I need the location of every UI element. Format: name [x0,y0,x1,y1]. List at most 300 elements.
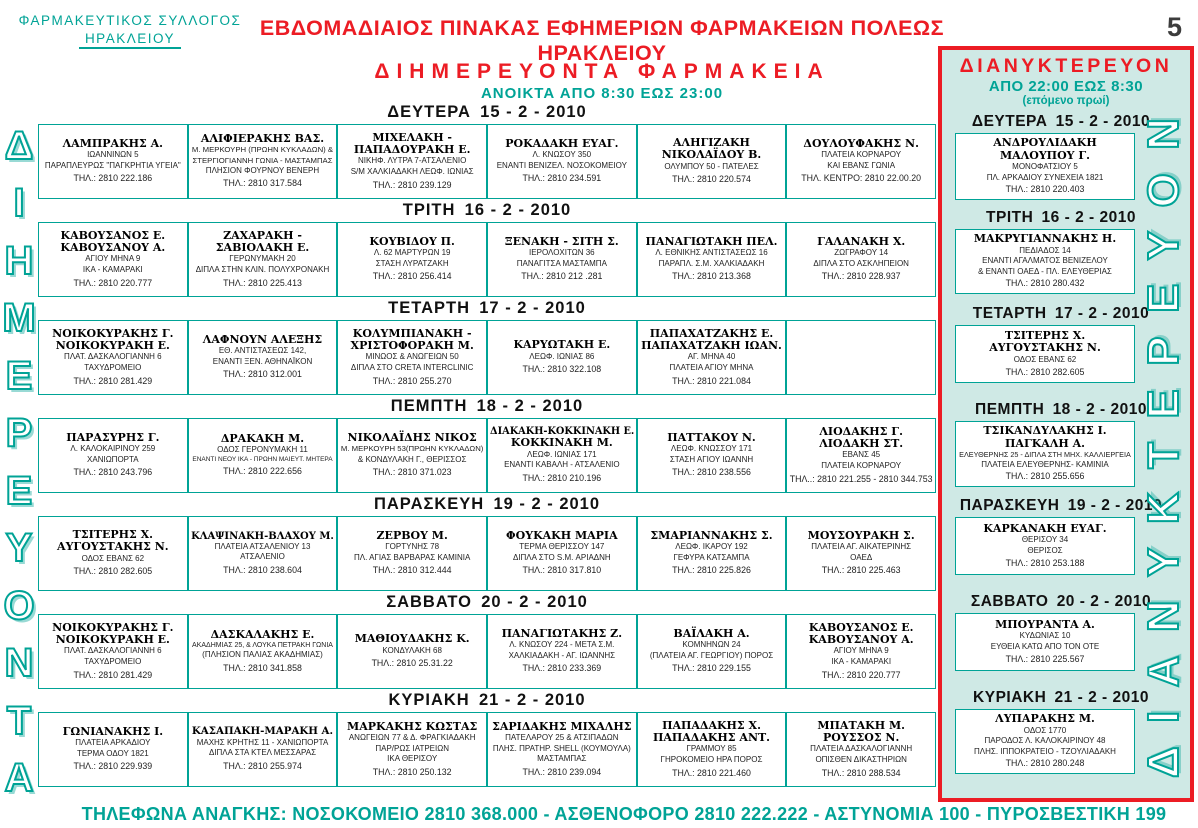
pharmacy-address-line: ΕΘ. ΑΝΤΙΣΤΑΣΕΩΣ 142, [218,346,307,356]
pharmacy-name: ΜΠΑΤΑΚΗ Μ. [817,718,905,732]
pharmacy-address-line: ΠΑΡΑΠΛ. Σ.Μ. ΧΑΛΚΙΑΔΑΚΗ [658,258,765,268]
pharmacy-card [188,222,338,297]
pharmacy-address-line: ΠΑΡΑΠΛΕΥΡΩΣ "ΠΑΓΚΡΗΤΙΑ ΥΓΕΙΑ" [44,160,181,170]
pharmacy-name: ΝΟΙΚΟΚΥΡΑΚΗΣ Γ. [52,326,174,340]
pharmacy-phone: ΤΗΛ.: 2810 238.556 [672,467,751,478]
night-pharmacy-card [955,709,1135,774]
page-title: ΕΒΔΟΜΑΔΙΑΙΟΣ ΠΙΝΑΚΑΣ ΕΦΗΜΕΡΙΩΝ ΦΑΡΜΑΚΕΙΩΝ ΠΟΛΕΩΣ ΗΡΑΚΛΕΙΟΥ [259,16,945,65]
pharmacy-address-line: ΓΟΡΤΥΝΗΣ 78 [385,542,440,552]
pharmacy-card [188,320,338,395]
pharmacy-name: ΚΑΒΟΥΣΑΝΟΥ Α. [60,241,166,255]
pharmacy-phone: ΤΗΛ.: 2810 282.605 [73,566,153,577]
pharmacy-card [637,614,787,689]
pharmacy-address-line: Λ. 62 ΜΑΡΤΥΡΩΝ 19 [373,248,451,258]
pharmacy-card [188,614,338,689]
pharmacy-phone: ΤΗΛ.: 2810 238.604 [223,564,302,575]
pharmacy-address-line: ΧΑΝΙΩΠΟΡΤΑ [87,454,139,464]
night-day-date-header: ΣΑΒΒΑΤΟ 20 - 2 - 2010 [970,593,1152,610]
pharmacy-address-line: ΙΩΑΝΝΙΝΩΝ 5 [87,150,139,160]
day-section-ΣΑΒΒΑΤΟ [38,593,936,691]
pharmacy-phone: ΤΗΛ.: 2810 220.403 [1005,184,1085,195]
banner-letter: Ε [5,353,33,398]
pharmacy-name: ΔΟΥΛΟΥΦΑΚΗΣ Ν. [803,136,919,150]
pharmacy-card [786,712,936,787]
pharmacy-address-line: ΠΛΑΤΕΙΑ ΚΟΡΝΑΡΟΥ [821,461,902,470]
pharmacy-address-line: Μ. ΜΕΡΚΟΥΡΗ (ΠΡΩΗΝ ΚΥΚΛΑΔΩΝ) & [191,145,334,155]
emergency-phones: ΤΗΛΕΦΩΝΑ ΑΝΑΓΚΗΣ: ΝΟΣΟΚΟΜΕΙΟ 2810 368.000 - ΑΣΘΕΝΟΦΟΡΟ 2810 222.222 - ΑΣΤΥΝΟΜΙΑ 100 - ΠΥΡΟΣΒΕΣΤΙΚΗ 199 [81,804,1167,824]
pharmacy-name: ΝΟΙΚΟΚΥΡΑΚΗ Ε. [55,339,170,353]
pharmacy-address-line: ΙΕΡΟΛΟΧΙΤΩΝ 36 [529,248,595,258]
pharmacy-name: ΝΙΚΟΛΑΪΔΟΥ Β. [661,148,762,162]
pharmacy-address-line: ΙΚΑ - ΚΑΜΑΡΑΚΙ [831,657,892,666]
pharmacy-address-line: ΛΕΩΦ. ΙΩΝΙΑΣ 86 [529,351,595,361]
pharmacy-card [786,516,936,591]
pharmacy-name: ΝΟΙΚΟΚΥΡΑΚΗ Ε. [55,633,170,647]
pharmacy-card [337,320,487,395]
pharmacy-phone: ΤΗΛ.: 2810 341.858 [223,662,302,673]
pharmacy-address-line: ΟΔΟΣ ΕΒΑΝΣ 62 [81,553,145,563]
pharmacy-name: ΠΑΠΑΔΑΚΗΣ ΑΝΤ. [652,731,771,745]
pharmacy-address-line: Λ. ΚΑΛΟΚΑΙΡΙΝΟΥ 259 [70,444,156,454]
banner-letter: Υ [5,526,33,571]
pharmacy-address-line: ΠΛΑΤΕΙΑ ΕΛΕΥΘΕΡΝΗΣ- ΚΑΜΙΝΙΑ [981,459,1109,469]
pharmacy-address-line: ΚΟΝΔΥΛΑΚΗ 68 [382,645,442,655]
pharmacy-card [487,222,637,297]
pharmacy-name: ΛΑΜΠΡΑΚΗΣ Α. [62,136,164,150]
pharmacy-address-line: & ΚΟΝΔΥΛΑΚΗ Γ., ΘΕΡΙΣΣΟΣ [357,454,467,464]
pharmacy-card [786,320,936,395]
pharmacy-phone: ΤΗΛ.: 2810 221.084 [672,375,751,386]
pharmacy-card [337,614,487,689]
pharmacy-name: ΓΩΝΙΑΝΑΚΗΣ Ι. [62,724,164,738]
pharmacy-phone: ΤΗΛ.: 2810 281.429 [73,669,153,680]
pharmacy-card [786,124,936,199]
night-day-ΣΑΒΒΑΤΟ [942,593,1190,689]
pharmacy-phone: ΤΗΛ.: 2810 225.567 [1005,653,1085,664]
pharmacy-address-line: ΠΛΑΤΕΙΑ ΑΓ. ΑΙΚΑΤΕΡΙΝΗΣ [811,542,912,552]
day-date-header: ΔΕΥΤΕΡΑ 15 - 2 - 2010 [387,103,587,121]
pharmacy-card [637,516,787,591]
pharmacy-phone: ΤΗΛ.: 2810 280.432 [1005,278,1085,289]
pharmacy-address-line: ΔΙΠΛΑ ΣΤΗΝ ΚΛΙΝ. ΠΟΛΥΧΡΟΝΑΚΗ [195,265,330,274]
pharmacy-phone: ΤΗΛ.: 2810 210.196 [522,472,602,483]
pharmacy-phone: ΤΗΛ.: 2810 233.369 [522,663,602,674]
vertical-banner-day-duty [0,126,38,798]
pharmacy-name: ΑΥΓΟΥΣΤΑΚΗΣ Ν. [57,540,169,554]
pharmacy-address-line: ΟΔΟΣ ΕΒΑΝΣ 62 [1013,355,1077,365]
pharmacy-card [38,614,188,689]
pharmacy-address-line: ΕΝΑΝΤΙ ΑΓΑΛΜΑΤΟΣ ΒΕΝΙΖΕΛΟΥ [982,256,1108,266]
banner-letter: Μ [2,296,36,341]
pharmacy-name: ΛΥΠΑΡΑΚΗΣ Μ. [995,712,1095,725]
pharmacy-card [637,222,787,297]
pharmacy-address-line: (ΠΛΑΤΕΙΑ ΑΓ. ΓΕΩΡΓΙΟΥ) ΠΟΡΟΣ [649,650,774,660]
pharmacy-address-line: ΓΕΡΩΝΥΜΑΚΗ 20 [229,254,296,264]
night-pharmacy-card [955,613,1135,671]
pharmacy-name: ΑΛΙΦΙΕΡΑΚΗΣ ΒΑΣ. [200,132,325,146]
pharmacy-card [188,712,338,787]
night-pharmacy-card [955,517,1135,575]
pharmacy-name: ΝΟΙΚΟΚΥΡΑΚΗΣ Γ. [52,620,174,634]
pharmacy-address-line: ΚΥΔΩΝΙΑΣ 10 [1019,631,1071,641]
pharmacy-name: ΑΥΓΟΥΣΤΑΚΗΣ Ν. [989,341,1101,355]
pharmacy-address-line: ΠΑΡ/ΡΩΣ ΙΑΤΡΕΙΩΝ [375,743,449,753]
pharmacy-name: ΚΑΡΥΩΤΑΚΗ Ε. [513,338,611,352]
pharmacy-address-line: ΕΝΑΝΤΙ ΚΑΒΑΛΗ - ΑΤΣΑΛΕΝΙΟ [504,460,620,470]
pharmacy-address-line: ΓΡΑΜΜΟΥ 85 [686,744,737,754]
day-section-ΚΥΡΙΑΚΗ [38,691,936,789]
pharmacy-name: ΝΙΚΟΛΑΪΔΗΣ ΝΙΚΟΣ [347,431,477,445]
night-day-ΔΕΥΤΕΡΑ [942,113,1190,209]
night-section-hours: ΑΠΟ 22:00 ΕΩΣ 8:30 [988,78,1144,95]
pharmacy-phone: ΤΗΛ.: 2810 255.974 [223,760,302,771]
pharmacy-address-line: ΕΛΕΥΘΕΡΝΗΣ 25 - ΔΙΠΛΑ ΣΤΗ ΜΗΧ. ΚΑΛΛΙΕΡΓΕΙΑ [959,450,1131,460]
pharmacy-name: ΚΑΒΟΥΣΑΝΟΣ Ε. [60,228,166,242]
pharmacy-phone: ΤΗΛ.: 2810 222.186 [73,173,153,184]
pharmacy-name: ΠΑΡΑΣΥΡΗΣ Γ. [66,430,160,444]
pharmacy-address-line: Λ. ΚΝΩΣΟΥ 224 - ΜΕΤΑ Σ.Μ. [509,640,615,650]
pharmacy-phone: ΤΗΛ.: 2810 225.413 [223,277,302,288]
pharmacy-address-line: ΑΝΩΓΕΙΩΝ 77 & Δ. ΦΡΑΓΚΙΑΔΑΚΗ [348,733,476,743]
banner-letter: Ι [1139,710,1188,723]
pharmacy-name: ΖΕΡΒΟΥ Μ. [376,528,448,542]
pharmacy-phone: ΤΗΛ.: 2810 281.429 [73,375,153,386]
pharmacy-name: ΓΑΛΑΝΑΚΗ Χ. [817,234,906,248]
pharmacy-card [487,614,637,689]
pharmacy-phone: ΤΗΛ.: 2810 222.656 [223,466,302,477]
banner-letter: Τ [6,698,32,743]
pharmacy-address-line: ΠΛΗΣ. ΙΠΠΟΚΡΑΤΕΙΟ - ΤΖΟΥΛΙΑΔΑΚΗ [974,746,1116,756]
pharmacy-name: ΦΟΥΚΑΚΗ ΜΑΡΙΑ [506,528,618,542]
pharmacy-address-line: ΠΛΑΤΕΙΑ ΚΟΡΝΑΡΟΥ [821,150,902,160]
pharmacy-phone: ΤΗΛ..: 2810 221.255 - 2810 344.753 [789,473,933,484]
pharmacy-address-line: ΠΛΑΤ. ΔΑΣΚΑΛΟΓΙΑΝΝΗ 6 [64,646,162,656]
pharmacy-card [188,516,338,591]
pharmacy-name: ΜΟΥΣΟΥΡΑΚΗ Σ. [807,528,915,542]
night-pharmacy-card [955,325,1135,383]
pharmacy-address-line: ΔΙΠΛΑ ΣΤΑ ΚΤΕΛ ΜΕΣΣΑΡΑΣ [208,748,317,758]
pharmacy-phone: ΤΗΛ.: 2810 229.939 [73,761,153,772]
pharmacy-address-line: (ΠΛΗΣΙΟΝ ΠΑΛΙΑΣ ΑΚΑΔΗΜΙΑΣ) [202,650,323,660]
banner-letter: Δ [4,124,34,168]
pharmacy-name: ΠΑΠΑΔΑΚΗΣ Χ. [662,718,761,732]
pharmacy-name: ΔΑΣΚΑΛΑΚΗΣ Ε. [210,627,315,641]
pharmacy-phone: ΤΗΛ.: 2810 220.777 [73,277,153,288]
pharmacy-address-line: ΤΕΡΜΑ ΘΕΡΙΣΣΟΥ 147 [519,542,605,552]
pharmacy-card [786,418,936,493]
pharmacy-address-line: ΑΓ. ΜΗΝΑ 40 [687,352,736,362]
pharmacy-phone: ΤΗΛ.: 2810 220.574 [672,174,751,185]
pharmacy-card [38,516,188,591]
pharmacy-address-line: ΑΚΑΔΗΜΙΑΣ 25, & ΛΟΥΚΑ ΠΕΤΡΑΚΗ ΓΩΝΙΑ [192,641,333,649]
night-section-title: ΔΙΑΝΥΚΤΕΡΕΥΟΝ [959,55,1173,77]
day-section-ΔΕΥΤΕΡΑ [38,103,936,201]
day-date-header: ΠΕΜΠΤΗ 18 - 2 - 2010 [390,397,584,415]
pharmacy-name: ΚΟΚΚΙΝΑΚΗ Μ. [510,436,613,450]
pharmacy-address-line: ΕΝΑΝΤΙ ΞΕΝ. ΑΘΗΝΑΪΚΟΝ [212,356,313,366]
banner-letter: Ν [1139,600,1188,633]
day-date-header: ΤΕΤΑΡΤΗ 17 - 2 - 2010 [388,299,586,317]
pharmacy-address-line: ΤΑΧΥΔΡΟΜΕΙΟ [84,657,142,666]
pharmacy-name: ΜΑΘΙΟΥΔΑΚΗΣ Κ. [354,632,470,646]
pharmacy-card [337,124,487,199]
org-name-line1: ΦΑΡΜΑΚΕΥΤΙΚΟΣ ΣΥΛΛΟΓΟΣ [18,13,242,28]
pharmacy-name: ΜΙΧΕΛΑΚΗ - [372,130,452,144]
pharmacy-card [487,124,637,199]
pharmacy-address-line: ΚΟΜΝΗΝΩΝ 24 [682,640,741,650]
night-section-hours-note: (επόμενο πρωί) [1022,95,1110,107]
pharmacy-address-line: ΜΑΧΗΣ ΚΡΗΤΗΣ 11 - ΧΑΝΙΩΠΟΡΤΑ [196,737,329,747]
pharmacy-row [38,124,936,199]
pharmacy-address-line: ΟΛΥΜΠΟΥ 50 - ΠΑΤΕΛΕΣ [664,161,759,171]
banner-letter: Ρ [5,411,33,456]
night-day-ΤΕΤΑΡΤΗ [942,305,1190,401]
pharmacy-card [637,712,787,787]
pharmacy-phone: ΤΗΛ.: 2810 239.094 [522,766,602,777]
day-section-hours: ΑΝΟΙΚΤΑ ΑΠΟ 8:30 ΕΩΣ 23:00 [480,85,724,102]
pharmacy-address-line: ΕΝΑΝΤΙ ΒΕΝΙΖΕΛ. ΝΟΣΟΚΟΜΕΙΟΥ [496,160,627,170]
pharmacy-card [38,712,188,787]
day-section-title: ΔΙΗΜΕΡΕΥΟΝΤΑ ΦΑΡΜΑΚΕΙΑ [374,60,830,83]
pharmacy-address-line: ΙΚΑ ΘΕΡΙΣΟΥ [387,754,438,764]
pharmacy-address-line: ΠΕΔΙΑΔΟΣ 14 [1019,245,1071,255]
pharmacy-address-line: ΑΓΙΟΥ ΜΗΝΑ 9 [85,254,141,264]
pharmacy-phone: ΤΗΛ.: 2810 220.777 [821,669,901,680]
pharmacy-card [487,418,637,493]
pharmacy-name: ΠΑΝΑΓΙΩΤΑΚΗ ΠΕΛ. [645,234,778,248]
night-day-date-header: ΠΑΡΑΣΚΕΥΗ 19 - 2 - 2010 [959,497,1163,514]
pharmacy-card [38,320,188,395]
pharmacy-card [337,418,487,493]
pharmacy-address-line: ΔΙΠΛΑ ΣΤΟ ΑΣΚΛΗΠΕΙΟΝ [813,258,909,268]
pharmacy-phone: ΤΗΛ.: 2810 212 .281 [521,271,603,282]
pharmacy-card [637,320,787,395]
pharmacy-row [38,516,936,591]
day-date-header: ΣΑΒΒΑΤΟ 20 - 2 - 2010 [386,593,588,611]
pharmacy-address-line: ΠΛΑΤΕΙΑ ΑΤΣΑΛΕΝΙΟΥ 13 [214,541,311,551]
pharmacy-name: ΠΑΝΑΓΙΩΤΑΚΗΣ Ζ. [501,626,623,640]
pharmacy-name: ΜΑΡΚΑΚΗΣ ΚΩΣΤΑΣ [347,719,478,733]
night-pharmacy-card [955,421,1135,487]
pharmacy-address-line: ΠΛΗΣΙΟΝ ΦΟΥΡΝΟΥ ΒΕΝΕΡΗ [205,165,320,175]
pharmacy-phone: ΤΗΛ.: 2810 317.810 [522,565,602,576]
night-day-date-header: ΤΡΙΤΗ 16 - 2 - 2010 [986,209,1136,226]
org-name-line2: ΗΡΑΚΛΕΙΟΥ [14,30,246,48]
pharmacy-address-line: ΑΓΙΟΥ ΜΗΝΑ 9 [833,646,889,656]
pharmacy-phone: ΤΗΛ.: 2810 239.129 [372,179,452,190]
pharmacy-phone: ΤΗΛ.: 2810 243.796 [73,467,153,478]
pharmacy-row [38,222,936,297]
day-date-header: ΚΥΡΙΑΚΗ 21 - 2 - 2010 [388,691,586,709]
pharmacy-address-line: ΜΙΝΩΟΣ & ΑΝΩΓΕΙΩΝ 50 [365,352,459,362]
pharmacy-name: ΠΑΤΤΑΚΟΥ Ν. [667,430,756,444]
banner-letter: Υ [1139,547,1188,577]
pharmacy-address-line: ΣΤΑΣΗ ΛΥΡΑΤΖΑΚΗ [375,258,449,268]
pharmacy-address-line: ΘΕΡΙΣΟΥ 34 [1021,535,1069,545]
pharmacy-address-line: & ΕΝΑΝΤΙ ΟΑΕΔ - ΠΛ. ΕΛΕΥΘΕΡΙΑΣ [978,266,1112,276]
banner-letter: Ν [4,641,34,686]
pharmacy-phone: ΤΗΛ.: 2810 280.248 [1005,758,1085,769]
pharmacy-name: ΡΟΥΣΣΟΣ Ν. [822,731,900,745]
pharmacy-address-line: ΠΛΑΤ. ΔΑΣΚΑΛΟΓΙΑΝΝΗ 6 [64,352,162,362]
pharmacy-phone: ΤΗΛ.: 2810 322.108 [522,364,602,375]
pharmacy-address-line: ΚΑΙ ΕΒΑΝΣ ΓΩΝΙΑ [827,160,896,170]
night-day-date-header: ΚΥΡΙΑΚΗ 21 - 2 - 2010 [973,689,1149,706]
pharmacy-name: ΜΑΚΡΥΓΙΑΝΝΑΚΗΣ Η. [973,232,1117,245]
pharmacy-card [337,516,487,591]
pharmacy-name: ΚΟΛΥΜΠΙΑΝΑΚΗ - [352,326,472,340]
pharmacy-name: ΣΑΒΙΟΛΑΚΗ Ε. [215,241,310,255]
pharmacy-address-line: ΓΕΦΥΡΑ ΚΑΤΣΑΜΠΑ [673,552,750,562]
pharmacy-address-line: ΠΑΤΕΛΑΡΟΥ 25 & ΑΤΣΙΠΑΔΩΝ [505,733,619,743]
night-day-ΚΥΡΙΑΚΗ [942,689,1190,785]
banner-letter: Ε [1139,283,1188,314]
pharmacy-name: ΧΡΙΣΤΟΦΟΡΑΚΗ Μ. [350,339,474,353]
banner-letter: Ρ [1139,336,1188,366]
night-pharmacy-card [955,133,1135,200]
pharmacy-phone: ΤΗΛ.: 2810 288.534 [821,767,901,778]
pharmacy-name: ΠΑΓΚΑΛΗ Α. [1005,436,1085,450]
banner-letter: Α [4,755,34,800]
org-name [14,12,246,48]
pharmacy-phone: ΤΗΛ.: 2810 255.270 [372,375,452,386]
pharmacy-name: ΡΟΚΑΔΑΚΗ ΕΥΑΓ. [505,136,619,150]
pharmacy-address-line: ΜΟΝΟΦΑΤΣΙΟΥ 5 [1012,162,1078,172]
pharmacy-address-line: ΠΛ. ΑΡΚΑΔΙΟΥ ΣΥΝΕΧΕΙΑ 1821 [986,172,1104,182]
day-section-header [252,60,952,102]
pharmacy-address-line: ΝΙΚΗΦ. ΛΥΤΡΑ 7-ΑΤΣΑΛΕΝΙΟ [358,156,467,166]
night-duty-panel [938,46,1194,802]
pharmacy-name: ΚΑΣΑΠΑΚΗ-ΜΑΡΑΚΗ Α. [191,725,334,738]
pharmacy-address-line: ΔΙΠΛΑ ΣΤΟ CRETA INTERCLINIC [350,363,474,372]
night-pharmacy-card [955,229,1135,294]
pharmacy-card [487,516,637,591]
pharmacy-address-line: Λ. ΚΝΩΣΟΥ 350 [532,150,592,160]
pharmacy-address-line: ΔΙΠΛΑ ΣΤΟ S.M. ΑΡΙΑΔΝΗ [512,552,611,562]
pharmacy-card [786,222,936,297]
pharmacy-address-line: ΕΝΑΝΤΙ ΝΕΟΥ ΙΚΑ - ΠΡΩΗΝ ΜΑΙΕΥΤ. ΜΗΤΕΡΑ [192,455,333,463]
banner-letter: Κ [1139,492,1188,525]
night-day-date-header: ΔΕΥΤΕΡΑ 15 - 2 - 2010 [971,113,1151,130]
pharmacy-name: ΤΣΙΤΕΡΗΣ Χ. [72,528,153,542]
pharmacy-address-line: ΟΠΙΣΘΕΝ ΔΙΚΑΣΤΗΡΙΩΝ [815,755,907,764]
pharmacy-phone: ΤΗΛ.: 2810 256.414 [372,271,452,282]
pharmacy-address-line: ΓΗΡΟΚΟΜΕΙΟ ΗΡΑ ΠΟΡΟΣ [660,755,763,764]
pharmacy-card [188,418,338,493]
pharmacy-phone: ΤΗΛ.: 2810 255.656 [1005,471,1085,482]
pharmacy-address-line: ΣΤΑΣΗ ΑΓΙΟΥ ΙΩΑΝΝΗ [669,454,754,464]
banner-letter: Ο [3,583,35,628]
pharmacy-row [38,418,936,493]
pharmacy-address-line: ΠΑΡΟΔΟΣ Λ. ΚΑΛΟΚΑΙΡΙΝΟΥ 48 [984,736,1106,746]
pharmacy-name: ΤΣΙΚΑΝΔΥΛΑΚΗΣ Ι. [983,424,1107,437]
night-day-ΤΡΙΤΗ [942,209,1190,305]
banner-letter: Δ [1139,746,1188,778]
pharmacy-address-line: ΕΥΘΕΙΑ ΚΑΤΩ ΑΠΟ ΤΟΝ ΟΤΕ [990,642,1100,652]
night-day-ΠΕΜΠΤΗ [942,401,1190,497]
pharmacy-address-line: ΑΤΣΑΛΕΝΙΟ [240,552,285,562]
pharmacy-card [188,124,338,199]
pharmacy-phone: ΤΗΛ.: 2810 253.188 [1005,557,1085,568]
night-day-date-header: ΤΕΤΑΡΤΗ 17 - 2 - 2010 [972,305,1150,322]
pharmacy-card [38,124,188,199]
pharmacy-phone: ΤΗΛ.: 2810 250.132 [372,766,452,777]
pharmacy-name: ΚΑΒΟΥΣΑΝΟΣ Ε. [808,620,914,634]
day-date-header: ΠΑΡΑΣΚΕΥΗ 19 - 2 - 2010 [373,495,601,513]
pharmacy-name: ΤΣΙΤΕΡΗΣ Χ. [1004,328,1086,342]
day-section-ΠΕΜΠΤΗ [38,397,936,495]
pharmacy-card [38,418,188,493]
pharmacy-card [637,124,787,199]
pharmacy-address-line: S/M ΧΑΛΚΙΑΔΑΚΗ ΛΕΩΦ. ΙΩΝΙΑΣ [350,167,474,176]
pharmacy-address-line: ΠΛΑΤΕΙΑ ΔΑΣΚΑΛΟΓΙΑΝΝΗ [810,744,913,754]
pharmacy-address-line: Μ. ΜΕΡΚΟΥΡΗ 53(ΠΡΩΗΝ ΚΥΚΛΑΔΩΝ) [340,444,484,454]
pharmacy-phone: ΤΗΛ.: 2810 221.460 [672,767,751,778]
pharmacy-row [38,614,936,689]
pharmacy-name: ΠΑΠΑΧΑΤΖΑΚΗ ΙΩΑΝ. [641,339,782,353]
day-section-ΤΕΤΑΡΤΗ [38,299,936,397]
pharmacy-address-line: ΖΩΓΡΑΦΟΥ 14 [834,248,889,258]
pharmacy-name: ΣΜΑΡΙΑΝΝΑΚΗΣ Σ. [650,528,773,542]
night-duty-list [942,113,1190,785]
pharmacy-card [637,418,787,493]
pharmacy-name: ΒΑΪΛΑΚΗ Α. [673,626,750,640]
banner-letter: Ο [1139,173,1188,208]
pharmacy-address-line: ΛΕΩΦ. ΙΚΑΡΟΥ 192 [675,542,748,552]
pharmacy-address-line: ΟΑΕΔ [850,552,873,562]
pharmacy-phone: ΤΗΛ.: 2810 371.023 [372,467,452,478]
pharmacy-name: ΑΝΔΡΟΥΛΙΔΑΚΗ [993,136,1097,149]
pharmacy-address-line: ΛΕΩΦ. ΙΩΝΙΑΣ 171 [527,449,597,459]
pharmacy-name: ΔΡΑΚΑΚΗ Μ. [220,431,305,445]
pharmacy-name: ΠΑΠΑΔΟΥΡΑΚΗ Ε. [353,143,471,157]
pharmacy-name: ΜΠΟΥΡΑΝΤΑ Α. [995,617,1095,631]
pharmacy-name: ΠΑΠΑΧΑΤΖΑΚΗΣ Ε. [649,326,774,340]
pharmacy-name: ΚΛΑΨΙΝΑΚΗ-ΒΛΑΧΟΥ Μ. [191,530,334,542]
banner-letter: Ι [13,181,25,226]
pharmacy-name: ΑΛΗΓΙΖΑΚΗ [673,136,750,150]
pharmacy-address-line: ΤΕΡΜΑ ΟΔΟΥ 1821 [76,748,149,758]
page-number: 5 [1166,12,1182,42]
pharmacy-name: ΛΙΟΔΑΚΗ ΣΤ. [819,437,904,451]
pharmacy-address-line: ΠΛΑΤΕΙΑ ΑΓΙΟΥ ΜΗΝΑ [669,363,754,372]
pharmacy-address-line: ΟΔΟΣ 1770 [1023,725,1067,735]
pharmacy-phone: ΤΗΛ.: 2810 312.001 [223,369,302,380]
pharmacy-phone: ΤΗΛ.: 2810 234.591 [522,173,602,184]
pharmacy-address-line: ΣΤΕΡΓΙΟΓΙΑΝΝΗ ΓΩΝΙΑ - ΜΑΣΤΑΜΠΑΣ [192,155,333,165]
pharmacy-address-line: ΜΑΣΤΑΜΠΑΣ [537,754,587,764]
pharmacy-name: ΚΟΥΒΙΔΟΥ Π. [369,234,455,248]
pharmacy-address-line: ΟΔΟΣ ΓΕΡΟΝΥΜΑΚΗ 11 [217,445,308,455]
pharmacy-phone: ΤΗΛ.: 2810 317.584 [223,178,302,189]
day-duty-table [38,103,936,789]
pharmacy-address-line: Λ. ΕΘΝΙΚΗΣ ΑΝΤΙΣΤΑΣΕΩΣ 16 [655,248,768,258]
pharmacy-address-line: ΠΛΑΤΕΙΑ ΑΡΚΑΔΙΟΥ [75,738,151,748]
pharmacy-phone: ΤΗΛ.: 2810 282.605 [1005,366,1085,377]
pharmacy-address-line: ΧΑΛΚΙΑΔΑΚΗ - ΑΓ. ΙΩΑΝΝΗΣ [508,650,616,660]
pharmacy-name: ΛΙΟΔΑΚΗΣ Γ. [819,424,903,438]
banner-letter: Τ [1139,442,1188,469]
pharmacy-row [38,712,936,787]
banner-letter: Ε [1139,389,1188,419]
pharmacy-address-line: ΤΑΧΥΔΡΟΜΕΙΟ [84,363,142,372]
pharmacy-phone: ΤΗΛ.: 2810 228.937 [821,271,901,282]
pharmacy-address-line: ΕΒΑΝΣ 45 [842,450,881,460]
day-section-ΤΡΙΤΗ [38,201,936,299]
pharmacy-phone: ΤΗΛ.: 2810 225.463 [821,565,901,576]
pharmacy-address-line: ΠΛΗΣ. ΠΡΑΤΗΡ. SHELL (ΚΟΥΜΟΥΛΑ) [492,743,631,753]
night-day-ΠΑΡΑΣΚΕΥΗ [942,497,1190,593]
